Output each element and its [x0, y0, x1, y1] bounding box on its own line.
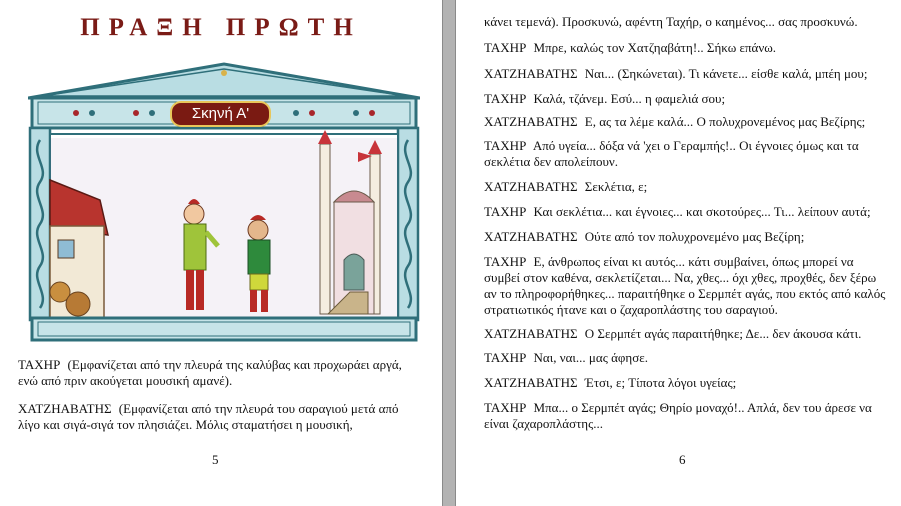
right-paragraph-6	[484, 138, 888, 170]
right-paragraph-11	[484, 326, 888, 342]
right-paragraph-13	[484, 375, 888, 391]
paragraph-text: (Εμφανίζεται από την πλευρά της καλύβας και προχωράει αργά, ενώ από πριν ακούγεται μουσική αμανέ).	[18, 357, 402, 388]
roof-ornament	[221, 70, 227, 76]
right-paragraph-5	[484, 114, 888, 130]
speaker-name: ΤΑΧΗΡ	[484, 400, 527, 415]
speaker-name: ΤΑΧΗΡ	[484, 40, 527, 55]
right-paragraph-1	[484, 14, 888, 30]
left-paragraph-1	[18, 357, 422, 389]
paragraph-text: Ο Σερμπέτ αγάς παραιτήθηκε; Δε... δεν άκουσα κάτι.	[584, 326, 862, 341]
paragraph-text: Ε, άνθρωπος είναι κι αυτός... κάτι συμβαίνει, όπως μπορεί να συμβεί στον καθένα, σεκλετίζεται... Να, χθες... όχι χθες, προχθές, δεν ξέρω αν το πληροφορήθηκες... παραιτήθηκε ο Σερμπέτ αγάς, που εκτός από καλός στρατιωτικός ήτανε και ο ζαχαροπλάστης του σαραγιού.	[484, 254, 886, 317]
paragraph-text: Καλά, τζάνεμ. Εσύ... η φαμελιά σου;	[533, 91, 726, 106]
page-number-left: 5	[212, 452, 219, 467]
scene-label: Σκηνή Α'	[170, 101, 271, 127]
right-paragraph-10	[484, 254, 888, 318]
right-paragraph-14	[484, 400, 888, 432]
right-paragraph-9	[484, 229, 888, 245]
paragraph-text: Ούτε από τον πολυχρονεμένο μας Βεζίρη;	[584, 229, 805, 244]
speaker-name: ΧΑΤΖΗΑΒΑΤΗΣ	[484, 114, 578, 129]
right-paragraph-3	[484, 66, 888, 82]
paragraph-text: κάνει τεμενά). Προσκυνώ, αφέντη Ταχήρ, ο καημένος... σας προσκυνώ.	[484, 14, 858, 29]
hut-scenery	[50, 180, 108, 320]
right-paragraph-2	[484, 40, 888, 56]
paragraph-text: Ναι... (Σηκώνεται). Τι κάνετε... είσθε καλά, μπέη μου;	[584, 66, 868, 81]
paragraph-text: Και σεκλέτια... και έγνοιες... και σκοτούρες... Τι... λείπουν αυτά;	[533, 204, 871, 219]
speaker-name: ΤΑΧΗΡ	[18, 357, 61, 372]
speaker-name: ΤΑΧΗΡ	[484, 204, 527, 219]
paragraph-text: Έτσι, ε; Τίποτα λόγοι υγείας;	[584, 375, 737, 390]
speaker-name: ΤΑΧΗΡ	[484, 138, 527, 153]
speaker-name: ΧΑΤΖΗΑΒΑΤΗΣ	[484, 66, 578, 81]
page-gutter	[442, 0, 456, 506]
speaker-name: ΧΑΤΖΗΑΒΑΤΗΣ	[484, 375, 578, 390]
paragraph-text: Μπα... ο Σερμπέτ αγάς; Θηρίο μοναχό!.. Απλά, δεν του άρεσε να είναι ζαχαροπλάστης...	[484, 400, 872, 431]
act-title: ΠΡΑΞΗ ΠΡΩΤΗ	[80, 14, 362, 41]
right-paragraph-4	[484, 91, 888, 107]
paragraph-text: Από υγεία... δόξα νά 'χει ο Γεραμπής!.. Οι έγνοιες όμως και τα σεκλέτια δεν απολείπουν.	[484, 138, 859, 169]
stage-base	[32, 318, 416, 340]
speaker-name: ΧΑΤΖΗΑΒΑΤΗΣ	[484, 179, 578, 194]
speaker-name: ΧΑΤΖΗΑΒΑΤΗΣ	[484, 326, 578, 341]
speaker-name: ΤΑΧΗΡ	[484, 254, 527, 269]
paragraph-text: Ε, ας τα λέμε καλά... Ο πολυχρονεμένος μας Βεζίρης;	[584, 114, 866, 129]
page-number-right: 6	[679, 452, 686, 467]
speaker-name: ΤΑΧΗΡ	[484, 350, 527, 365]
right-paragraph-12	[484, 350, 888, 366]
paragraph-text: (Εμφανίζεται από την πλευρά του σαραγιού μετά από λίγο και σιγά-σιγά τον πλησιάζει. Μόλις σταματήσει η μουσική,	[18, 401, 399, 432]
right-paragraph-7	[484, 179, 888, 195]
speaker-name: ΧΑΤΖΗΑΒΑΤΗΣ	[484, 229, 578, 244]
left-paragraph-2	[18, 401, 422, 433]
paragraph-text: Σεκλέτια, ε;	[584, 179, 648, 194]
paragraph-text: Ναι, ναι... μας άφησε.	[533, 350, 648, 365]
paragraph-text: Μπρε, καλώς τον Χατζηαβάτη!.. Σήκω επάνω.	[533, 40, 777, 55]
right-paragraph-8	[484, 204, 888, 220]
speaker-name: ΧΑΤΖΗΑΒΑΤΗΣ	[18, 401, 112, 416]
speaker-name: ΤΑΧΗΡ	[484, 91, 527, 106]
